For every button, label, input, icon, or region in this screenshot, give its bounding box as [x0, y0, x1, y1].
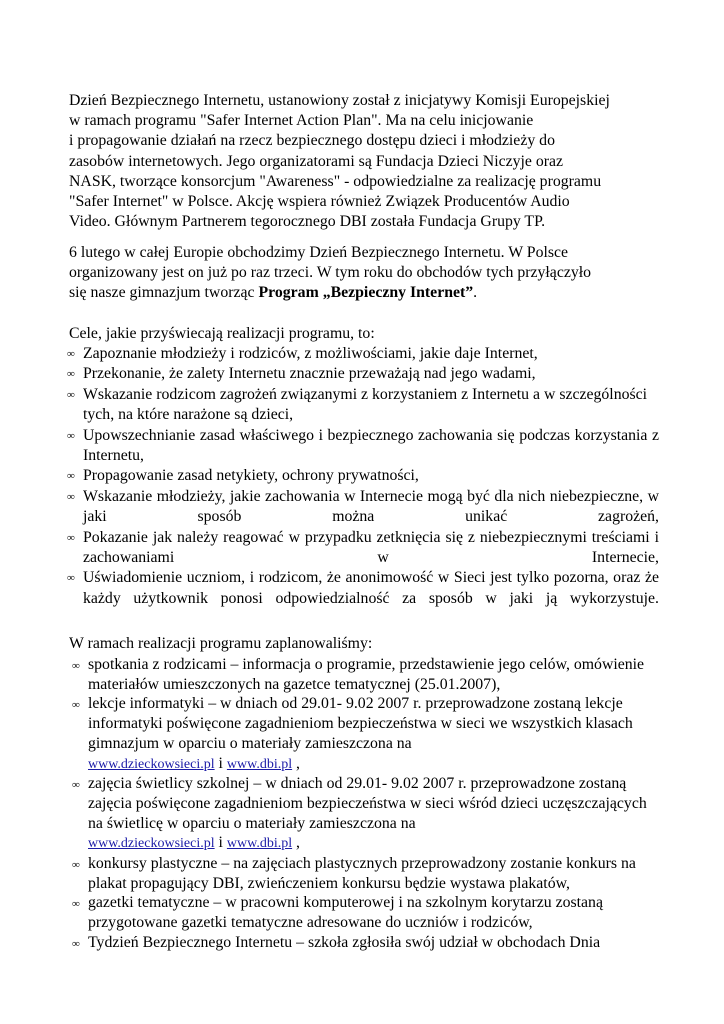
- list-item-text: gazetki tematyczne – w pracowni komputerowej i na szkolnym korytarzu zostaną przygotowane gazetki tematyczne adresowane do uczniów i rodziców,: [88, 894, 603, 932]
- infinity-bullet-icon: ∞: [72, 859, 80, 872]
- program-line: organizowany jest on już po raz trzeci. W tym roku do obchodów tych przyłączyło: [69, 264, 592, 282]
- intro-line: Dzień Bezpiecznego Internetu, ustanowiony został z inicjatywy Komisji Europejskiej: [69, 92, 610, 109]
- list-item: [72, 655, 662, 694]
- plans-heading-text: W ramach realizacji programu zaplanowaliśmy:: [69, 635, 373, 652]
- link-end: ,: [292, 754, 301, 772]
- list-item-text: zajęcia świetlicy szkolnej – w dniach od 29.01- 9.02 2007 r. przeprowadzone zostaną zajęcia poświęcone zagadnieniom bezpieczeństwa w sieci wśród dzieci uczęszczających na świetlicę w oparciu o materiały zamieszczona na: [88, 775, 647, 832]
- intro-line: NASK, tworzące konsorcjum "Awareness" - odpowiedzialne za realizację programu: [69, 172, 602, 190]
- dzieckowsieci-link[interactable]: www.dzieckowsieci.pl: [88, 836, 215, 852]
- infinity-bullet-icon: ∞: [67, 531, 75, 544]
- infinity-bullet-icon: ∞: [72, 779, 80, 792]
- intro-line: Video. Głównym Partnerem tegorocznego DBI została Fundacja Grupy TP.: [69, 213, 546, 231]
- list-item: [67, 466, 659, 486]
- list-item-text: Przekonanie, że zalety Internetu znacznie przeważają nad jego wadami,: [83, 365, 536, 383]
- plans-heading: [69, 634, 659, 654]
- list-item-text: spotkania z rodzicami – informacja o programie, przedstawienie jego celów, omówienie materiałów umieszczonych na gazetce tematycznej (25.01.2007),: [88, 656, 645, 693]
- list-item: [67, 568, 659, 609]
- goals-heading: [69, 324, 659, 344]
- list-item: [72, 933, 662, 953]
- intro-paragraph: [69, 91, 659, 232]
- list-item-text: Wskazanie rodzicom zagrożeń związanymi z korzystaniem z Internetu a w szczególności tych, na które narażone są dzieci,: [83, 385, 648, 424]
- list-item-text: Wskazanie młodzieży, jakie zachowania w Internecie mogą być dla nich niebezpieczne, w jaki sposób można unikać zagrożeń,: [83, 487, 659, 526]
- list-item: [72, 854, 662, 893]
- infinity-bullet-icon: ∞: [67, 470, 75, 483]
- program-paragraph: [69, 243, 659, 304]
- list-item: [67, 344, 659, 364]
- intro-line: zasobów internetowych. Jego organizatorami są Fundacja Dzieci Niczyje oraz: [69, 152, 564, 170]
- list-item: [67, 528, 659, 569]
- goals-list: [67, 344, 659, 609]
- program-line-end: .: [473, 284, 478, 302]
- link-end: ,: [292, 834, 301, 852]
- infinity-bullet-icon: ∞: [67, 388, 75, 401]
- list-item-text: Pokazanie jak należy reagować w przypadku zetknięcia się z niebezpiecznymi treściami i zachowaniami w Internecie,: [83, 528, 659, 567]
- list-item-text: Propagowanie zasad netykiety, ochrony prywatności,: [83, 467, 419, 485]
- dbi-link[interactable]: www.dbi.pl: [226, 756, 293, 772]
- infinity-bullet-icon: ∞: [72, 898, 80, 911]
- program-line: 6 lutego w całej Europie obchodzimy Dzień Bezpiecznego Internetu. W Polsce: [69, 244, 569, 261]
- link-separator: i: [214, 754, 227, 772]
- list-item-text: konkursy plastyczne – na zajęciach plastycznych przeprowadzony zostanie konkurs na plakat propagujący DBI, zwieńczeniem konkursu będzie wystawa plakatów,: [88, 855, 636, 892]
- program-line: [69, 283, 659, 303]
- list-item-text: Upowszechnianie zasad właściwego i bezpiecznego zachowania się podczas korzystania z Internetu,: [83, 426, 659, 465]
- list-item-text: Tydzień Bezpiecznego Internetu – szkoła zgłosiła swój udział w obchodach Dnia: [88, 933, 601, 951]
- list-item-text: Zapoznanie młodzieży i rodziców, z możliwościami, jakie daje Internet,: [83, 345, 538, 362]
- list-item-text: lekcje informatyki – w dniach od 29.01- 9.02 2007 r. przeprowadzone zostaną lekcje informatyki poświęcone zagadnieniom bezpieczeństwa w sieci we wszystkich klasach gimnazjum w oparciu o materiały zamieszczona na: [88, 695, 633, 752]
- intro-line: i propagowanie działań na rzecz bezpiecznego dostępu dzieci i młodzieży do: [69, 132, 555, 150]
- plans-list: [72, 655, 662, 953]
- list-item: [67, 487, 659, 528]
- infinity-bullet-icon: ∞: [67, 368, 75, 381]
- infinity-bullet-icon: ∞: [67, 429, 75, 442]
- infinity-bullet-icon: ∞: [67, 348, 75, 360]
- list-item: [67, 364, 659, 384]
- infinity-bullet-icon: ∞: [67, 572, 75, 585]
- program-line-text: się nasze gimnazjum tworząc: [69, 284, 259, 302]
- infinity-bullet-icon: ∞: [72, 660, 80, 672]
- list-item: [67, 385, 659, 426]
- list-item: [72, 893, 662, 932]
- list-item-text: Uświadomienie uczniom, i rodzicom, że anonimowość w Sieci jest tylko pozorna, oraz że każdy użytkownik ponosi odpowiedzialność za sposób w jaki ją wykorzystuje.: [83, 569, 659, 607]
- link-separator: i: [214, 834, 227, 852]
- program-name: Program „Bezpieczny Internet”: [258, 284, 474, 302]
- dbi-link[interactable]: www.dbi.pl: [226, 836, 293, 852]
- infinity-bullet-icon: ∞: [67, 490, 75, 503]
- intro-line: w ramach programu "Safer Internet Action Plan". Ma na celu inicjowanie: [69, 112, 534, 130]
- list-item: [67, 426, 659, 467]
- intro-line: "Safer Internet" w Polsce. Akcję wspiera również Związek Producentów Audio: [69, 193, 570, 211]
- list-item: [72, 694, 662, 774]
- goals-heading-text: Cele, jakie przyświecają realizacji programu, to:: [69, 325, 375, 342]
- infinity-bullet-icon: ∞: [72, 937, 80, 950]
- infinity-bullet-icon: ∞: [72, 699, 80, 712]
- list-item: [72, 774, 662, 854]
- dzieckowsieci-link[interactable]: www.dzieckowsieci.pl: [88, 756, 215, 772]
